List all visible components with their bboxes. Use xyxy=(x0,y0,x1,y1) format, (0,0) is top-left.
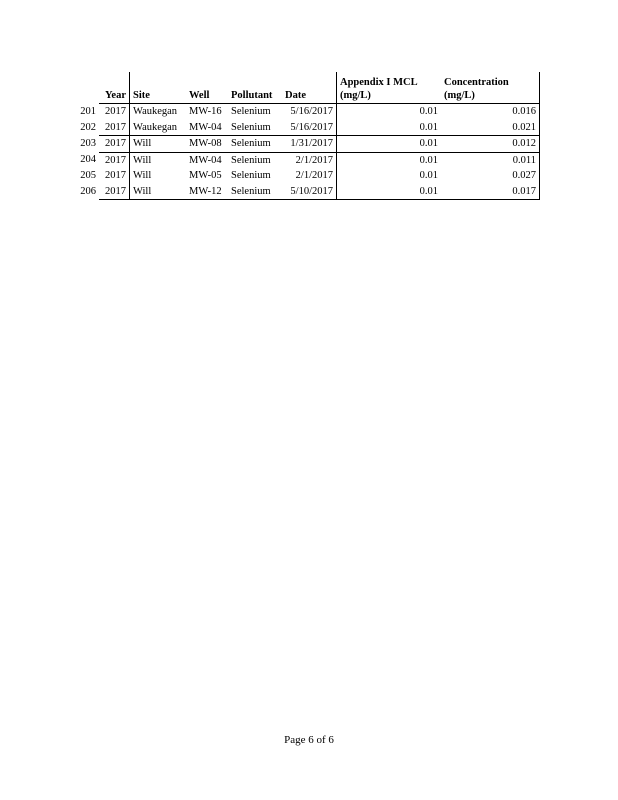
row-pollutant: Selenium xyxy=(231,106,271,117)
row-date: 5/10/2017 xyxy=(282,184,337,200)
row-mcl: 0.01 xyxy=(337,184,442,200)
table-row xyxy=(73,104,540,120)
table-row xyxy=(73,136,540,153)
row-year: 2017 xyxy=(99,152,130,168)
row-concentration: 0.012 xyxy=(441,136,540,153)
table-header xyxy=(73,72,540,104)
row-index: 205 xyxy=(80,170,96,181)
row-date: 5/16/2017 xyxy=(282,104,337,120)
row-site: Will xyxy=(133,170,152,181)
row-index: 201 xyxy=(80,105,96,117)
row-mcl: 0.01 xyxy=(337,120,442,136)
row-year: 2017 xyxy=(99,168,130,184)
row-well: MW-12 xyxy=(186,184,228,200)
row-pollutant: Selenium xyxy=(228,184,282,200)
page-number-footer: Page 6 of 6 xyxy=(284,734,334,746)
row-index: 206 xyxy=(80,185,96,197)
row-year: 2017 xyxy=(99,136,130,153)
row-site: Waukegan xyxy=(133,106,178,117)
row-pollutant: Selenium xyxy=(228,120,282,136)
row-date: 2/1/2017 xyxy=(282,168,337,184)
table-row xyxy=(73,152,540,168)
table-row xyxy=(73,184,540,200)
row-concentration: 0.021 xyxy=(441,120,540,136)
row-site: Waukegan xyxy=(130,120,187,136)
row-pollutant: Selenium xyxy=(231,154,271,166)
row-mcl: 0.01 xyxy=(419,154,438,166)
row-well: MW-08 xyxy=(186,136,228,153)
row-index: 202 xyxy=(80,121,96,133)
header-concentration-line2: (mg/L) xyxy=(444,90,475,101)
header-appendix-mcl-line2: (mg/L) xyxy=(340,90,371,101)
row-well: MW-16 xyxy=(189,106,222,117)
row-concentration: 0.027 xyxy=(441,168,540,184)
table-row xyxy=(73,120,540,136)
row-concentration: 0.011 xyxy=(441,152,540,168)
header-date: Date xyxy=(282,72,337,104)
row-date: 2/1/2017 xyxy=(282,152,337,168)
row-date: 1/31/2017 xyxy=(282,136,337,153)
table-row xyxy=(73,168,540,184)
row-index: 204 xyxy=(80,154,96,166)
row-site: Will xyxy=(130,184,187,200)
row-concentration: 0.016 xyxy=(441,104,540,120)
row-site: Will xyxy=(133,154,152,166)
header-well: Well xyxy=(186,72,228,104)
row-mcl: 0.01 xyxy=(419,170,438,181)
row-year: 2017 xyxy=(99,104,130,120)
row-year: 2017 xyxy=(99,120,130,136)
row-pollutant: Selenium xyxy=(228,136,282,153)
header-year: Year xyxy=(99,72,130,104)
row-mcl: 0.01 xyxy=(337,136,442,153)
row-well: MW-04 xyxy=(189,154,222,166)
header-concentration xyxy=(441,72,540,104)
row-site: Will xyxy=(130,136,187,153)
header-index xyxy=(73,72,99,104)
row-mcl: 0.01 xyxy=(419,106,438,117)
row-year: 2017 xyxy=(99,184,130,200)
header-concentration-line1: Concentration xyxy=(444,77,509,88)
row-date: 5/16/2017 xyxy=(282,120,337,136)
row-well: MW-04 xyxy=(186,120,228,136)
header-row xyxy=(73,72,540,104)
header-pollutant: Pollutant xyxy=(228,72,282,104)
row-well: MW-05 xyxy=(189,170,222,181)
row-pollutant: Selenium xyxy=(231,170,271,181)
header-appendix-mcl-line1: Appendix I MCL xyxy=(340,77,418,88)
row-index: 203 xyxy=(80,138,96,149)
header-site: Site xyxy=(130,72,187,104)
header-appendix-mcl xyxy=(337,72,442,104)
row-concentration: 0.017 xyxy=(441,184,540,200)
table-body xyxy=(73,104,540,200)
exceedance-table xyxy=(73,72,540,200)
